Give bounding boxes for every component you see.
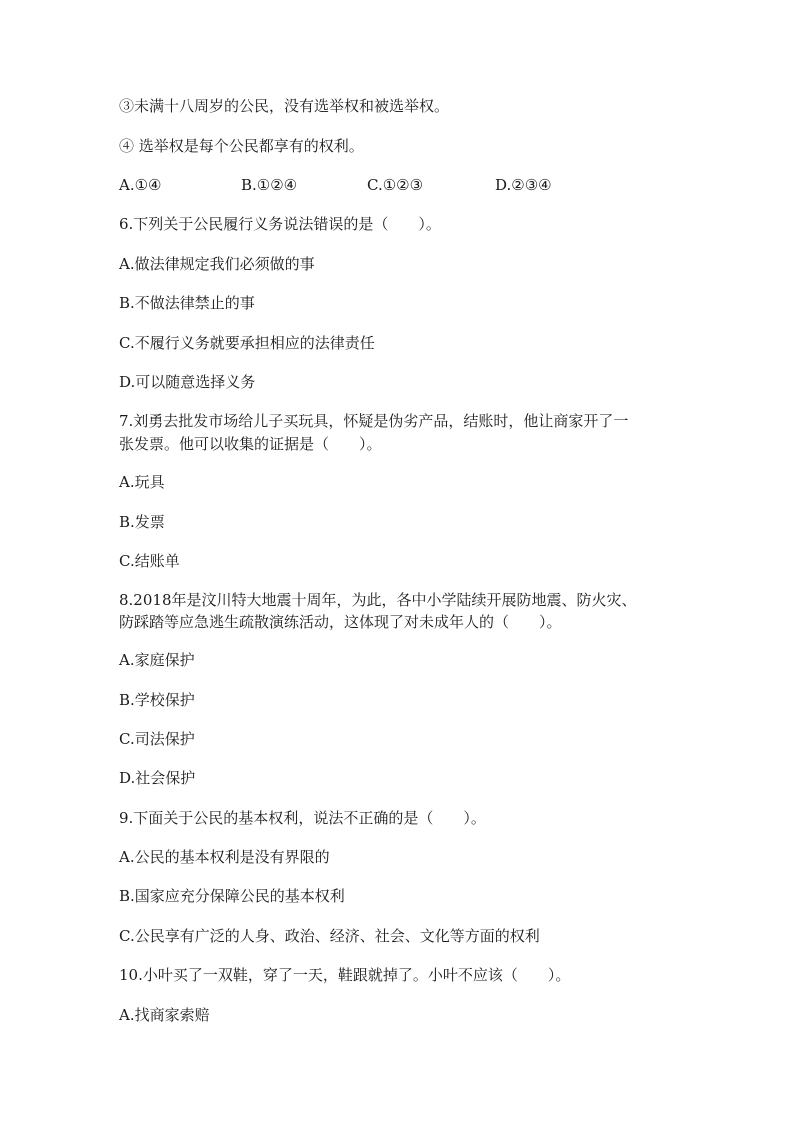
q5-option-d: D.②③④ xyxy=(495,176,552,194)
q5-option-c: C.①②③ xyxy=(367,176,424,194)
q5-option-a: A.①④ xyxy=(119,176,162,194)
q8-option-b: B.学校保护 xyxy=(119,691,195,709)
q9-option-b: B.国家应充分保障公民的基本权利 xyxy=(119,887,345,905)
q7-option-a: A.玩具 xyxy=(119,473,165,491)
question-7-line-2: 张发票。他可以收集的证据是（ ）。 xyxy=(119,435,382,453)
question-7-line-1: 7.刘勇去批发市场给儿子买玩具，怀疑是伪劣产品，结账时，他让商家开了一 xyxy=(119,412,629,430)
q6-option-d: D.可以随意选择义务 xyxy=(119,373,256,391)
question-8-line-2: 防踩踏等应急逃生疏散演练活动，这体现了对未成年人的（ ）。 xyxy=(119,613,562,631)
q7-option-c: C.结账单 xyxy=(119,552,180,570)
q9-option-c: C.公民享有广泛的人身、政治、经济、社会、文化等方面的权利 xyxy=(119,927,540,945)
question-6: 6.下列关于公民履行义务说法错误的是（ ）。 xyxy=(119,215,441,233)
statement-4: ④ 选举权是每个公民都享有的权利。 xyxy=(119,137,364,155)
question-10: 10.小叶买了一双鞋，穿了一天，鞋跟就掉了。小叶不应该（ ）。 xyxy=(119,966,571,984)
q6-option-b: B.不做法律禁止的事 xyxy=(119,294,255,312)
q7-option-b: B.发票 xyxy=(119,513,165,531)
q6-option-c: C.不履行义务就要承担相应的法律责任 xyxy=(119,334,375,352)
q5-options-row xyxy=(119,174,679,196)
question-9: 9.下面关于公民的基本权利，说法不正确的是（ ）。 xyxy=(119,809,486,827)
q9-option-a: A.公民的基本权利是没有界限的 xyxy=(119,848,330,866)
q10-option-a: A.找商家索赔 xyxy=(119,1006,210,1024)
q8-option-c: C.司法保护 xyxy=(119,730,195,748)
q5-option-b: B.①②④ xyxy=(241,176,298,194)
q8-option-a: A.家庭保护 xyxy=(119,651,195,669)
q6-option-a: A.做法律规定我们必须做的事 xyxy=(119,255,315,273)
q8-option-d: D.社会保护 xyxy=(119,769,196,787)
question-8-line-1: 8.2018年是汶川特大地震十周年，为此，各中小学陆续开展防地震、防火灾、 xyxy=(119,591,637,609)
statement-3: ③未满十八周岁的公民，没有选举权和被选举权。 xyxy=(119,97,450,115)
